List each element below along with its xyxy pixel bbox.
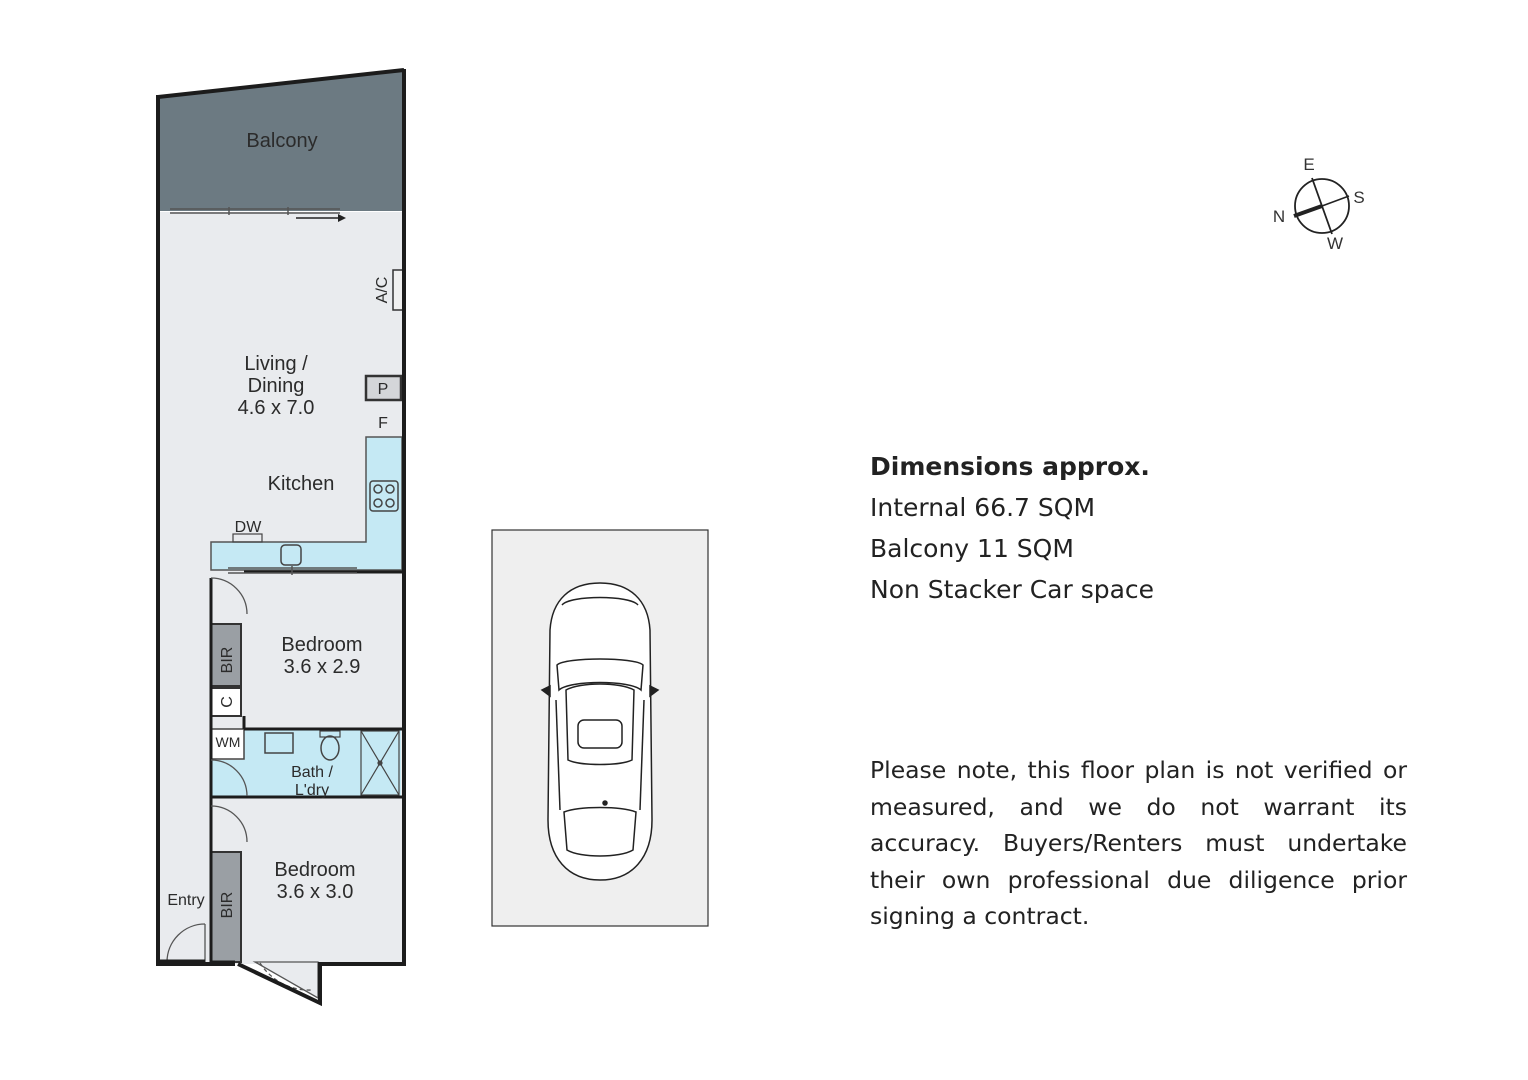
bath-label-line1: Bath / <box>291 764 333 781</box>
compass-south: S <box>1353 188 1365 207</box>
apartment-floor <box>160 212 403 964</box>
bedroom1-dims: 3.6 x 2.9 <box>283 656 361 678</box>
bir2-label: BIR <box>219 891 236 919</box>
compass-north: N <box>1272 207 1286 226</box>
entry-label: Entry <box>167 892 205 909</box>
compass-west: W <box>1326 234 1344 253</box>
balcony-area-text: Balcony 11 SQM <box>870 534 1074 563</box>
bedroom1-label: Bedroom <box>281 634 363 656</box>
internal-area: Internal 66.7 SQM <box>870 493 1096 522</box>
kitchen-label: Kitchen <box>267 473 335 495</box>
fridge-label: F <box>378 415 388 432</box>
bedroom2-label: Bedroom <box>274 859 356 881</box>
cupboard-label: C <box>219 696 236 708</box>
balcony-label: Balcony <box>246 130 318 152</box>
living-dims: 4.6 x 7.0 <box>237 397 315 419</box>
bedroom2-dims: 3.6 x 3.0 <box>276 881 354 903</box>
bir1-label: BIR <box>219 646 236 674</box>
compass-icon <box>1294 178 1349 234</box>
dw-label: DW <box>234 519 262 536</box>
bath-label-line2: L'dry <box>294 782 330 799</box>
disclaimer-note: Please note, this floor plan is not verified or measured, and we do not warrant its accuracy. Buyers/Renters must undertake their own professional due diligence prior signing a contract. <box>870 756 1407 931</box>
dimensions-info <box>870 446 1410 610</box>
pantry-label: P <box>377 381 389 398</box>
wm-label: WM <box>215 734 241 750</box>
living-label-line1: Living / <box>244 353 308 375</box>
dimensions-heading: Dimensions approx. <box>870 452 1150 481</box>
car-space-text: Non Stacker Car space <box>870 575 1155 604</box>
compass-east: E <box>1303 155 1315 174</box>
ac-unit <box>393 270 403 310</box>
ac-label: A/C <box>374 276 391 304</box>
living-label-line2: Dining <box>247 375 305 397</box>
car-icon <box>542 583 658 880</box>
